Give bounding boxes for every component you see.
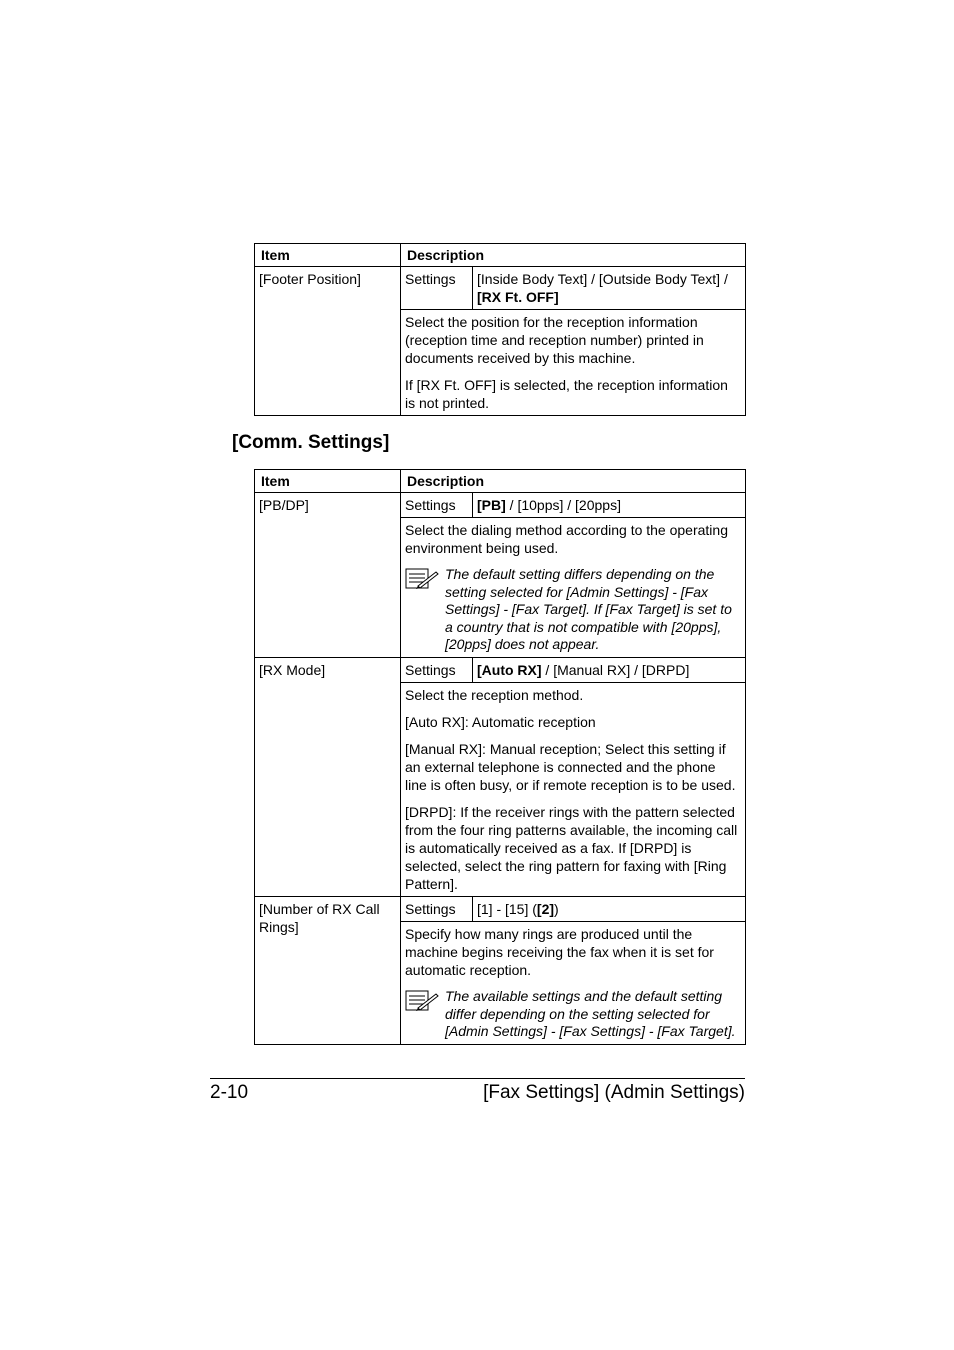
page-number: 2-10 — [210, 1082, 249, 1103]
section-heading: [Comm. Settings] — [232, 432, 390, 453]
settings-value — [473, 267, 746, 310]
description-paragraph: Specify how many rings are produced until the machine begins receiving the fax when it is set for automatic reception. — [405, 925, 714, 978]
settings-value — [473, 896, 746, 921]
settings-label: Settings — [401, 493, 473, 518]
settings-close: ) — [554, 900, 559, 917]
description-paragraph: [DRPD]: If the receiver rings with the pattern selected from the four ring patterns available, the incoming call is automatically received as a fax. If [DRPD] is selected, select the ring pattern for faxing with [Ring Pattern]. — [405, 803, 738, 892]
comm-settings-table — [254, 469, 746, 1045]
footer-divider — [210, 1078, 745, 1079]
settings-default: [Auto RX] — [477, 661, 542, 678]
footer-title: [Fax Settings] (Admin Settings) — [483, 1082, 745, 1103]
description-paragraph: [Manual RX]: Manual reception; Select this setting if an external telephone is connected and the phone line is often busy, or if remote reception is to be used. — [405, 740, 736, 793]
description-paragraph: Select the reception method. — [405, 686, 584, 703]
settings-label: Settings — [401, 657, 473, 682]
description-paragraph: Select the dialing method according to the operating environment being used. — [405, 522, 728, 556]
item-cell: [Footer Position] — [255, 267, 401, 416]
table-header-row — [255, 244, 746, 267]
note-block — [405, 988, 741, 1041]
header-item: Item — [255, 244, 401, 267]
item-cell: [RX Mode] — [255, 657, 401, 896]
footer-position-table — [254, 243, 746, 416]
note-text: The default setting differs depending on the setting selected for [Admin Settings] - [Fax Settings] - [Fax Target]. If [Fax Target] is set to a country that is not compatible with [20pps], [20pps] does not appear. — [445, 566, 732, 653]
header-description: Description — [401, 470, 746, 493]
item-cell: [Number of RX Call Rings] — [255, 896, 401, 1044]
table-row — [255, 267, 746, 310]
description-paragraph: If [RX Ft. OFF] is selected, the reception information is not printed. — [405, 377, 728, 411]
description-cell — [401, 682, 746, 896]
description-cell — [401, 310, 746, 416]
settings-options: / [10pps] / [20pps] — [505, 497, 621, 513]
settings-label: Settings — [401, 267, 473, 310]
table-row — [255, 657, 746, 682]
settings-options: [Inside Body Text] / [Outside Body Text] / — [477, 271, 728, 287]
item-cell: [PB/DP] — [255, 493, 401, 658]
header-item: Item — [255, 470, 401, 493]
settings-default: [RX Ft. OFF] — [477, 289, 559, 305]
table-row — [255, 493, 746, 518]
settings-default: [PB] — [477, 497, 506, 513]
description-cell — [401, 921, 746, 1044]
header-description: Description — [401, 244, 746, 267]
note-text: The available settings and the default setting differ depending on the setting selected for [Admin Settings] - [Fax Settings] - [Fax Target]. — [445, 987, 736, 1040]
settings-default: [2] — [536, 900, 555, 917]
note-pencil-icon — [405, 566, 445, 594]
table-row — [255, 896, 746, 921]
settings-value — [473, 657, 746, 682]
settings-range: [1] - [15] ( — [477, 900, 537, 917]
settings-value — [473, 493, 746, 518]
note-block — [405, 566, 741, 654]
description-paragraph: Select the position for the reception information (reception time and reception number) printed in documents received by this machine. — [405, 314, 704, 366]
table-header-row — [255, 470, 746, 493]
note-pencil-icon — [405, 988, 445, 1016]
description-paragraph: [Auto RX]: Automatic reception — [405, 713, 596, 730]
description-cell — [401, 518, 746, 658]
settings-options: / [Manual RX] / [DRPD] — [541, 661, 690, 678]
settings-label: Settings — [401, 896, 473, 921]
